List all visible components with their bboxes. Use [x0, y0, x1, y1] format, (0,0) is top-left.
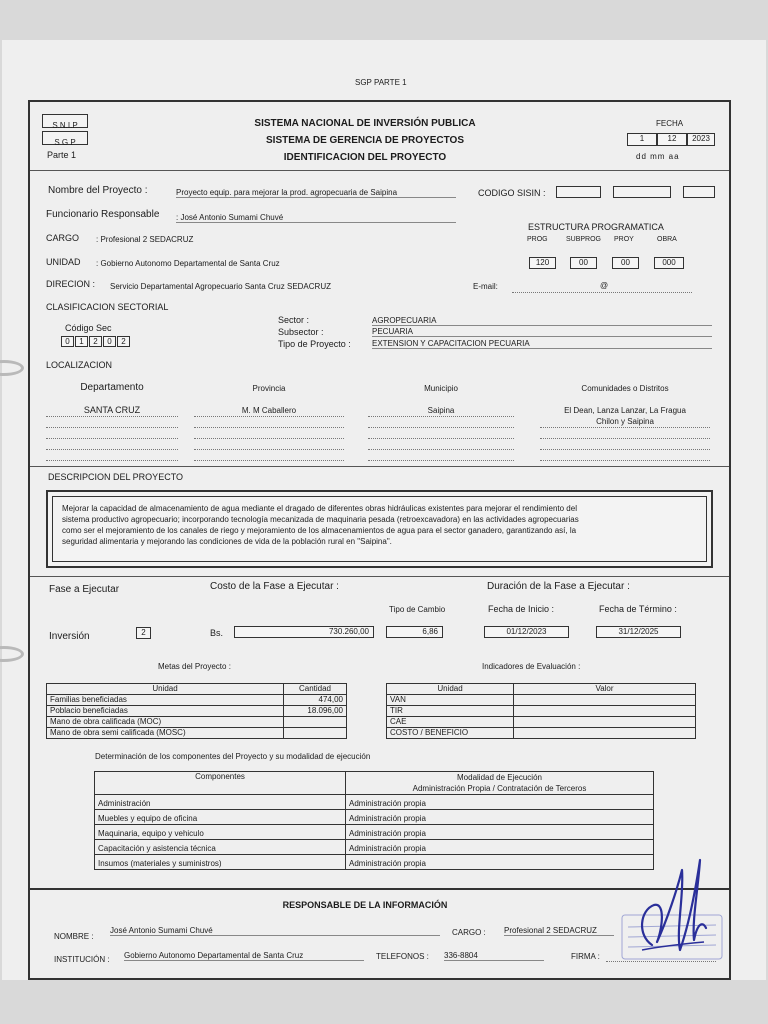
header-title-2: SISTEMA DE GERENCIA DE PROYECTOS	[266, 135, 464, 146]
modalidad-cell: Administración propia	[346, 795, 654, 810]
loc-line	[368, 416, 514, 417]
duracion-label: Duración de la Fase a Ejecutar :	[487, 581, 630, 592]
table-row	[387, 728, 696, 739]
indicador-cell: VAN	[387, 695, 514, 706]
indicador-valor-cell	[514, 695, 696, 706]
estructura-obra-value: 000	[654, 257, 684, 269]
table-row	[47, 728, 347, 739]
loc-line	[194, 427, 344, 428]
metas-unidad-cell: Mano de obra semi calificada (MOSC)	[47, 728, 284, 739]
estructura-col-obra: OBRA	[657, 236, 677, 243]
codigo-sisin-box-2	[613, 186, 671, 198]
table-row	[95, 855, 654, 870]
loc-line	[368, 438, 514, 439]
loc-line	[46, 449, 178, 450]
table-row	[47, 717, 347, 728]
unidad-label: UNIDAD	[46, 257, 81, 267]
comunidades-label: Comunidades o Distritos	[581, 384, 669, 393]
nombre-proyecto-value: Proyecto equip. para mejorar la prod. agropecuaria de Saipina	[176, 188, 456, 198]
provincia-value: M. M Caballero	[241, 406, 297, 415]
indicadores-header-row	[387, 684, 696, 695]
indicador-valor-cell	[514, 717, 696, 728]
fase-label: Fase a Ejecutar	[49, 584, 120, 595]
departamento-value: SANTA CRUZ	[83, 405, 141, 415]
descripcion-line-4: seguridad alimentaria y mejorando las condiciones de vida de la población rural en "Saipina".	[62, 537, 392, 546]
loc-line	[194, 460, 344, 461]
clasificacion-label: CLASIFICACION SECTORIAL	[46, 302, 169, 312]
loc-line	[540, 449, 710, 450]
tipo-cambio-value: 6,86	[386, 626, 443, 638]
componentes-col-modalidad-1: Modalidad de Ejecución	[457, 773, 542, 782]
codigo-sec-digit-2: 1	[75, 336, 88, 347]
subsector-label: Subsector :	[278, 327, 324, 337]
email-at: @	[600, 281, 609, 290]
loc-line	[540, 460, 710, 461]
codigo-sec-digit-3: 2	[89, 336, 102, 347]
metas-cantidad-cell	[284, 728, 347, 739]
header-divider	[30, 170, 729, 171]
loc-line	[46, 438, 178, 439]
componente-cell: Maquinaria, equipo y vehiculo	[95, 825, 346, 840]
metas-table	[46, 683, 347, 739]
codigo-sisin-box-3	[683, 186, 715, 198]
fecha-mm: 12	[657, 133, 687, 146]
fecha-aa: 2023	[687, 133, 715, 146]
loc-line	[368, 449, 514, 450]
bs-label: Bs.	[210, 628, 224, 638]
componente-cell: Insumos (materiales y suministros)	[95, 855, 346, 870]
fecha-label: FECHA	[656, 119, 684, 128]
responsable-telefonos-value: 336-8804	[444, 951, 544, 961]
loc-line	[194, 449, 344, 450]
responsable-cargo-label: CARGO :	[452, 928, 486, 937]
responsable-nombre-value: José Antonio Sumami Chuvé	[110, 926, 440, 936]
responsable-title: RESPONSABLE DE LA INFORMACIÓN	[282, 900, 448, 910]
snip-label: S.N.I.P	[52, 121, 78, 130]
sgp-box	[42, 131, 88, 145]
descripcion-divider	[30, 576, 729, 577]
direcion-value: Servicio Departamental Agropecuario Santa Cruz SEDACRUZ	[110, 282, 331, 291]
metas-unidad-cell: Poblacio beneficiadas	[47, 706, 284, 717]
metas-cantidad-cell: 18.096,00	[284, 706, 347, 717]
componentes-label: Determinación de los componentes del Proyecto y su modalidad de ejecución	[95, 752, 371, 761]
indicador-cell: CAE	[387, 717, 514, 728]
localizacion-label: LOCALIZACION	[46, 360, 113, 370]
sector-label: Sector :	[278, 315, 310, 325]
metas-cantidad-cell	[284, 717, 347, 728]
page-label: SGP PARTE 1	[355, 78, 407, 87]
loc-line	[46, 416, 178, 417]
loc-line	[368, 460, 514, 461]
indicador-valor-cell	[514, 706, 696, 717]
estructura-proy-value: 00	[612, 257, 639, 269]
municipio-value: Saipina	[427, 406, 455, 415]
parte-label: Parte 1	[47, 150, 77, 160]
provincia-label: Provincia	[252, 384, 286, 393]
email-line	[512, 292, 692, 293]
descripcion-line-1: Mejorar la capacidad de almacenamiento de agua mediante el dragado de diferentes obras hidráulicas existentes para mejorar el rendimiento del	[62, 504, 577, 513]
componentes-col-componentes: Componentes	[95, 772, 346, 795]
responsable-institucion-value: Gobierno Autonomo Departamental de Santa Cruz	[124, 951, 364, 961]
fecha-dd: 1	[627, 133, 657, 146]
loc-line	[540, 427, 710, 428]
loc-line	[46, 460, 178, 461]
modalidad-cell: Administración propia	[346, 855, 654, 870]
funcionario-value: : José Antonio Sumami Chuvé	[176, 213, 456, 223]
indicador-valor-cell	[514, 728, 696, 739]
nombre-proyecto-label: Nombre del Proyecto :	[48, 185, 148, 196]
responsable-telefonos-label: TELEFONOS :	[376, 952, 429, 961]
table-row	[387, 706, 696, 717]
modalidad-cell: Administración propia	[346, 840, 654, 855]
fecha-inicio-value: 01/12/2023	[484, 626, 569, 638]
estructura-label: ESTRUCTURA PROGRAMATICA	[528, 222, 664, 232]
descripcion-line-2: sistema productivo agropecuario; incorporando tecnología mecanizada de maquinaria pesada (retroexcavadora) en las actividades agropecuarias	[62, 515, 579, 524]
metas-unidad-cell: Familias beneficiadas	[47, 695, 284, 706]
sgp-label: S G P	[54, 138, 76, 147]
tipo-cambio-label: Tipo de Cambio	[389, 605, 446, 614]
codigo-sec-digit-4: 0	[103, 336, 116, 347]
componente-cell: Muebles y equipo de oficina	[95, 810, 346, 825]
table-row	[387, 717, 696, 728]
email-label: E-mail:	[473, 282, 498, 291]
fecha-termino-label: Fecha de Término :	[599, 604, 677, 614]
metas-cantidad-cell: 474,00	[284, 695, 347, 706]
table-row	[47, 706, 347, 717]
direcion-label: DIRECION :	[46, 279, 96, 289]
codigo-sec-digit-1: 0	[61, 336, 74, 347]
estructura-col-proy: PROY	[614, 236, 634, 243]
responsable-divider	[30, 888, 729, 890]
cargo-label: CARGO	[46, 233, 80, 243]
sector-value: AGROPECUARIA	[372, 316, 712, 326]
estructura-col-subprog: SUBPROG	[566, 236, 602, 243]
metas-label: Metas del Proyecto :	[158, 662, 231, 671]
tipo-proyecto-value: EXTENSION Y CAPACITACION PECUARIA	[372, 339, 712, 349]
indicadores-col-unidad: Unidad	[387, 684, 514, 695]
indicador-cell: COSTO / BENEFICIO	[387, 728, 514, 739]
metas-unidad-cell: Mano de obra calificada (MOC)	[47, 717, 284, 728]
responsable-cargo-value: Profesional 2 SEDACRUZ	[504, 926, 614, 936]
indicador-cell: TIR	[387, 706, 514, 717]
snip-box	[42, 114, 88, 128]
loc-line	[194, 438, 344, 439]
metas-col-unidad: Unidad	[47, 684, 284, 695]
responsable-nombre-label: NOMBRE :	[54, 932, 94, 941]
responsable-firma-label: FIRMA :	[571, 952, 600, 961]
estructura-col-prog: PROG	[527, 236, 548, 243]
fecha-inicio-label: Fecha de Inicio :	[488, 604, 555, 614]
localizacion-divider	[30, 466, 729, 467]
loc-line	[46, 427, 178, 428]
funcionario-label: Funcionario Responsable	[46, 209, 160, 220]
indicadores-label: Indicadores de Evaluación :	[482, 662, 581, 671]
descripcion-text	[62, 503, 702, 547]
table-row	[95, 825, 654, 840]
metas-col-cantidad: Cantidad	[284, 684, 347, 695]
loc-line	[194, 416, 344, 417]
costo-value: 730.260,00	[234, 626, 374, 638]
loc-line	[368, 427, 514, 428]
table-row	[47, 695, 347, 706]
codigo-sisin-box-1	[556, 186, 601, 198]
componentes-header-row	[95, 772, 654, 795]
componentes-table	[94, 771, 654, 870]
inversion-label: Inversión	[49, 631, 90, 642]
cargo-value: : Profesional 2 SEDACRUZ	[96, 235, 194, 244]
codigo-sec-label: Código Sec	[65, 323, 112, 333]
codigo-sisin-label: CODIGO SISIN :	[478, 188, 546, 198]
modalidad-cell: Administración propia	[346, 825, 654, 840]
descripcion-line-3: como ser el mejoramiento de los canales de riego y mejoramiento de los almacenamientos de agua para el sector ganadero, garantizando así, la	[62, 526, 577, 535]
inversion-value: 2	[136, 627, 151, 639]
table-row	[95, 810, 654, 825]
indicadores-col-valor: Valor	[514, 684, 696, 695]
loc-line	[540, 438, 710, 439]
componentes-col-modalidad	[346, 772, 654, 795]
componente-cell: Capacitación y asistencia técnica	[95, 840, 346, 855]
comunidades-value-1: El Dean, Lanza Lanzar, La Fragua	[564, 406, 686, 415]
header-title-3: IDENTIFICACION DEL PROYECTO	[283, 152, 447, 163]
departamento-label: Departamento	[80, 382, 144, 393]
fecha-termino-value: 31/12/2025	[596, 626, 681, 638]
componentes-col-modalidad-2: Administración Propia / Contratación de Terceros	[412, 784, 587, 793]
municipio-label: Municipio	[424, 384, 458, 393]
componente-cell: Administración	[95, 795, 346, 810]
tipo-proyecto-label: Tipo de Proyecto :	[278, 339, 351, 349]
responsable-institucion-label: INSTITUCIÓN :	[54, 955, 110, 964]
codigo-sec-digit-5: 2	[117, 336, 130, 347]
header-title-1: SISTEMA NACIONAL DE INVERSIÓN PUBLICA	[254, 118, 476, 129]
estructura-subprog-value: 00	[570, 257, 597, 269]
metas-header-row	[47, 684, 347, 695]
unidad-value: : Gobierno Autonomo Departamental de Santa Cruz	[96, 259, 280, 268]
estructura-prog-value: 120	[529, 257, 556, 269]
fecha-format: dd mm aa	[636, 152, 680, 161]
costo-label: Costo de la Fase a Ejecutar :	[210, 581, 339, 592]
indicadores-table	[386, 683, 696, 739]
modalidad-cell: Administración propia	[346, 810, 654, 825]
table-row	[387, 695, 696, 706]
signature-icon	[632, 850, 712, 965]
table-row	[95, 840, 654, 855]
descripcion-label: DESCRIPCION DEL PROYECTO	[48, 472, 184, 482]
comunidades-value-2: Chilon y Saipina	[596, 417, 654, 426]
subsector-value: PECUARIA	[372, 327, 712, 337]
table-row	[95, 795, 654, 810]
